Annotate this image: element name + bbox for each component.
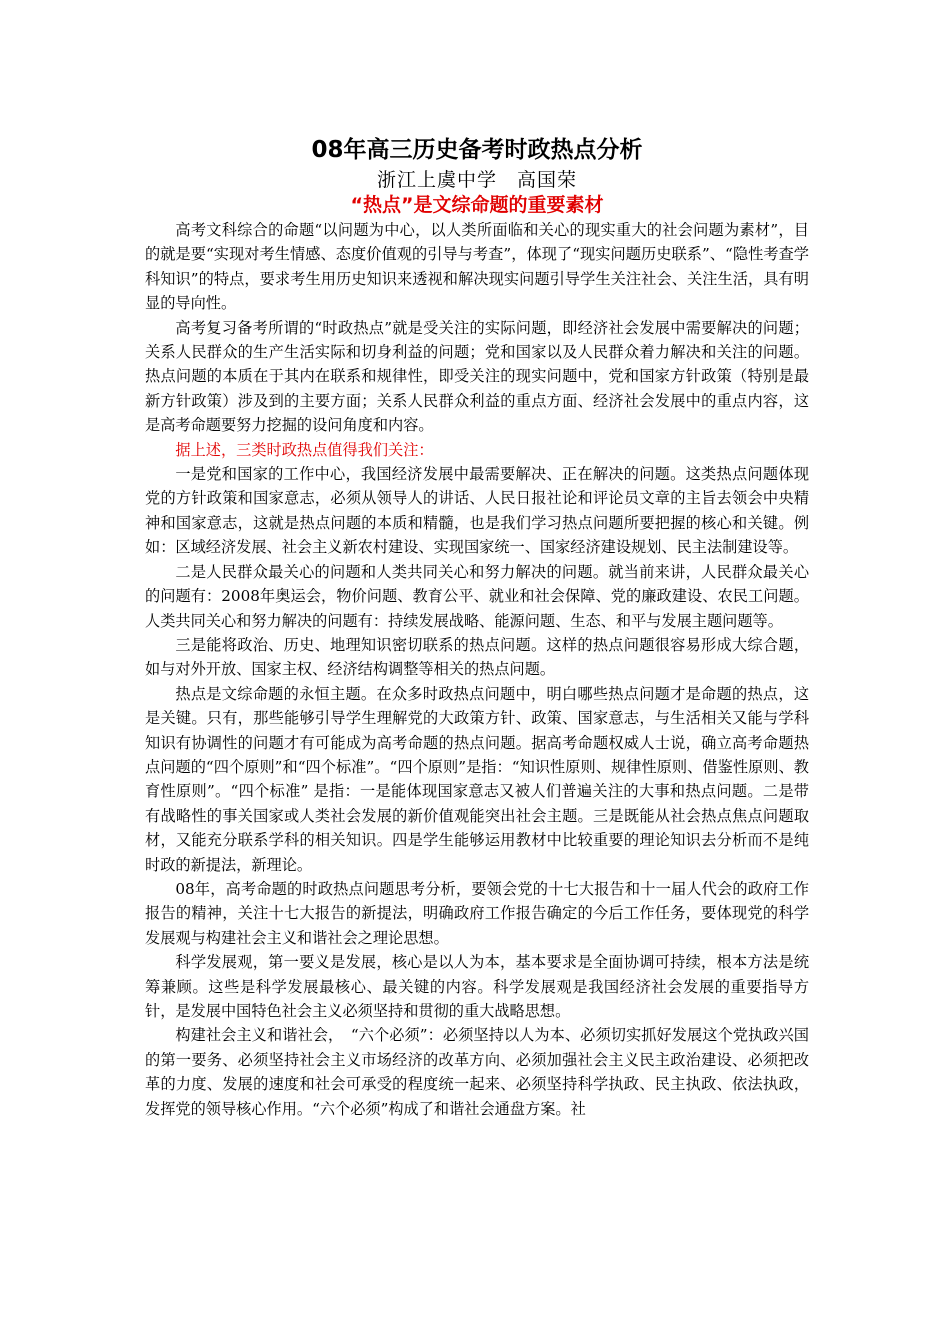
- paragraph-intro: 高考文科综合的命题“以问题为中心，以人类所面临和关心的现实重大的社会问题为素材”，目的就是要“实现对考生情感、态度价值观的引导与考查”，体现了“现实问题历史联系”、“隐性考查学科知识”的特点，要求考生用历史知识来透视和解决现实问题引导学生关注社会、关注生活，具有明显的导向性。: [145, 221, 809, 313]
- paragraph-definition: 高考复习备考所谓的“时政热点”就是受关注的实际问题，即经济社会发展中需要解决的问题；关系人民群众的生产生活实际和切身利益的问题；党和国家以及人民群众着力解决和关注的问题。热点问题的本质在于其内在联系和规律性，即受关注的现实问题中，党和国家方针政策（特别是最新方针政策）涉及到的主要方面；关系人民群众利益的重点方面、经济社会发展中的重点内容，这是高考命题要努力挖掘的设问角度和内容。: [145, 318, 809, 435]
- paragraph-type-two: 二是人民群众最关心的问题和人类共同关心和努力解决的问题。就当前来讲，人民群众最关心的问题有：2008年奥运会，物价问题、教育公平、就业和社会保障、党的廉政建设、农民工问题。人类共同关心和努力解决的问题有：持续发展战略、能源问题、生态、和平与发展主题问题等。: [145, 562, 809, 630]
- section-subtitle: “热点”是文综命题的重要素材: [350, 194, 604, 216]
- paragraph-three-types-heading: 据上述，三类时政热点值得我们关注：: [175, 440, 434, 459]
- paragraph-type-one: 一是党和国家的工作中心，我国经济发展中最需要解决、正在解决的问题。这类热点问题体现党的方针政策和国家意志，必须从领导人的讲话、人民日报社论和评论员文章的主旨去领会中央精神和国家意志，这就是热点问题的本质和精髓，也是我们学习热点问题所要把握的核心和关键。例如：区域经济发展、社会主义新农村建设、实现国家统一、国家经济建设规划、民主法制建设等。: [145, 465, 809, 557]
- document-title: 08年高三历史备考时政热点分析: [311, 137, 643, 163]
- paragraph-2008-analysis: 08年，高考命题的时政热点问题思考分析，要领会党的十七大报告和十一届人代会的政府工作报告的精神，关注十七大报告的新提法，明确政府工作报告确定的今后工作任务，要体现党的科学发展观与构建社会主义和谐社会之理论思想。: [145, 879, 809, 947]
- document-body: [145, 134, 809, 1121]
- paragraph-type-three: 三是能将政治、历史、地理知识密切联系的热点问题。这样的热点问题很容易形成大综合题，如与对外开放、国家主权、经济结构调整等相关的热点问题。: [145, 635, 809, 679]
- paragraph-eternal-theme: 热点是文综命题的永恒主题。在众多时政热点问题中，明白哪些热点问题才是命题的热点，这是关键。只有，那些能够引导学生理解党的大政策方针、政策、国家意志，与生活相关又能与学科知识有协调性的问题才有可能成为高考命题的热点问题。据高考命题权威人士说，确立高考命题热点问题的“四个原则”和“四个标准”。“四个原则”是指：“知识性原则、规律性原则、借鉴性原则、教育性原则”。“四个标准” 是指：一是能体现国家意志又被人们普遍关注的大事和热点问题。二是带有战略性的事关国家或人类社会发展的新价值观能突出社会主题。三是既能从社会热点焦点问题取材，又能充分联系学科的相关知识。四是学生能够运用教材中比较重要的理论知识去分析而不是纯时政的新提法，新理论。: [145, 684, 809, 874]
- paragraph-scientific-development: 科学发展观，第一要义是发展，核心是以人为本，基本要求是全面协调可持续，根本方法是统筹兼顾。这些是科学发展最核心、最关键的内容。科学发展观是我国经济社会发展的重要指导方针，是发展中国特色社会主义必须坚持和贯彻的重大战略思想。: [145, 953, 809, 1020]
- paragraph-harmonious-society: 构建社会主义和谐社会， “六个必须”：必须坚持以人为本、必须切实抓好发展这个党执政兴国的第一要务、必须坚持社会主义市场经济的改革方向、必须加强社会主义民主政治建设、必须把改革的力度、发展的速度和社会可承受的程度统一起来、必须坚持科学执政、民主执政、依法执政，发挥党的领导核心作用。“六个必须”构成了和谐社会通盘方案。社: [145, 1026, 809, 1118]
- author-line: 浙江上虞中学 高国荣: [376, 169, 577, 191]
